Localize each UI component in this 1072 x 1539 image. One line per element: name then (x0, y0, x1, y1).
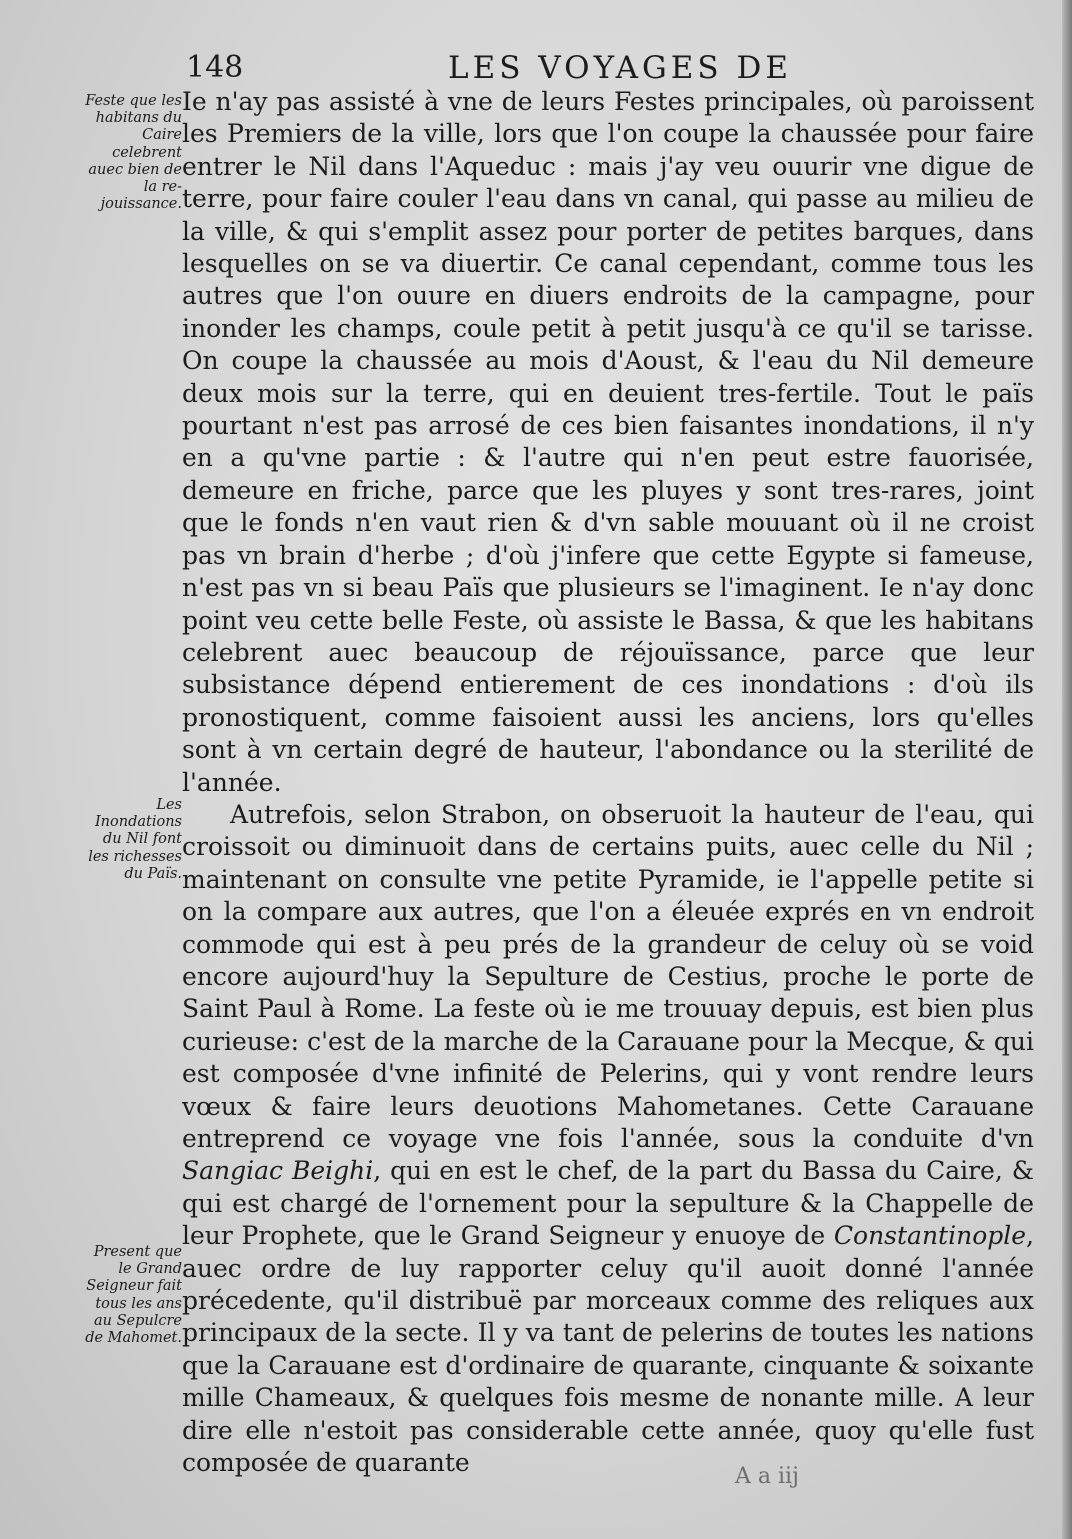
paragraph-strabon-text-2: , qui en est le chef, de la part du Bassa du Caire, & qui est chargé de l'ornement pour la sepulture & la Chappelle de leur Prophete, que le Grand Seigneur y enuoye de (182, 1156, 1035, 1251)
margin-note-present: Present que le Grand Seigneur fait tous les ans au Sepulcre de Mahomet. (85, 1244, 182, 1347)
page-spine-shadow (1062, 0, 1072, 1539)
page-header (178, 48, 1018, 88)
margin-note-feste: Feste que les habitans du Caire celebrent auec bien de la re-jouissance. (85, 93, 182, 213)
italic-sangiac: Sangiac Beighi (182, 1156, 374, 1186)
signature-mark: A a iij (735, 1464, 799, 1489)
paragraph-strabon-text-3: , auec ordre de luy rapporter celuy qu'il auoit donné l'année précedente, qu'il distribuë par morceaux comme des reliques aux principaux de la secte. Il y va tant de pelerins de toutes les nations que la Carauane est d'ordinaire de quarante, cinquante & soixante mille Chameaux, & quelques fois mesme de nonante mille. A leur dire elle n'estoit pas considerable cette année, quoy qu'elle fust composée de quarante (182, 1221, 1034, 1478)
italic-constantinople: Constantinople (833, 1221, 1027, 1251)
paragraph-strabon-text: Autrefois, selon Strabon, on obseruoit la hauteur de l'eau, qui croissoit ou diminuoit dans de certains puits, auec celle du Nil ; maintenant on consulte vne petite Pyramide, ie l'appelle petite si on la compare aux autres, que l'on a éleuée exprés en vn endroit commode qui est à peu prés de la grandeur de celuy où se void encore aujourd'huy la Sepulture de Cestius, proche le porte de Saint Paul à Rome. La feste où ie me trouuay depuis, est bien plus curieuse: c'est de la marche de la Carauane pour la Mecque, & qui est composée d'vne infinité de Pelerins, qui y vont rendre leurs vœux & faire leurs deuotions Mahometanes. Cette Carauane entreprend ce voyage vne fois l'année, sous la conduite d'vn (182, 799, 1034, 1153)
paragraph-feste: Ie n'ay pas assisté à vne de leurs Festes principales, où paroissent les Premiers de la ville, lors que l'on coupe la chaussée pour faire entrer le Nil dans l'Aqueduc : mais j'ay veu ouurir vne digue de terre, pour faire couler l'eau dans vn canal, qui passe au milieu de la ville, & qui s'emplit assez pour porter de petites barques, dans lesquelles on se va diuertir. Ce canal cependant, comme tous les autres que l'on ouure en diuers endroits de la campagne, pour inonder les champs, coule petit à petit jusqu'à ce qu'il se tarisse. On coupe la chaussée au mois d'Aoust, & l'eau du Nil demeure deux mois sur la terre, qui en deuient tres-fertile. Tout le païs pourtant n'est pas arrosé de ces bien faisantes inondations, il n'y en a qu'vne partie : & l'autre qui n'en peut estre fauorisée, demeure en friche, parce que les pluyes y sont tres-rares, joint que le fonds n'en vaut rien & d'vn sable mouuant où il ne croist pas vn brain d'herbe ; d'où j'infere que cette Egypte si fameuse, n'est pas vn si beau Païs que plusieurs se l'imaginent. Ie n'ay donc point veu cette belle Feste, où assiste le Bassa, & que les habitans celebrent auec beaucoup de réjouïssance, parce que leur subsistance dépend entierement de ces inondations : d'où ils pronostiquent, comme faisoient aussi les anciens, lors qu'elles sont à vn certain degré de hauteur, l'abondance ou la sterilité de l'année. (182, 87, 1034, 797)
paragraph-strabon (182, 799, 1034, 1480)
page-number: 148 (186, 50, 244, 85)
margin-note-inondations: Les Inondations du Nil font les richesses du Païs. (88, 797, 182, 882)
running-title: LES VOYAGES DE (448, 50, 792, 86)
main-text-block (182, 86, 1034, 1479)
